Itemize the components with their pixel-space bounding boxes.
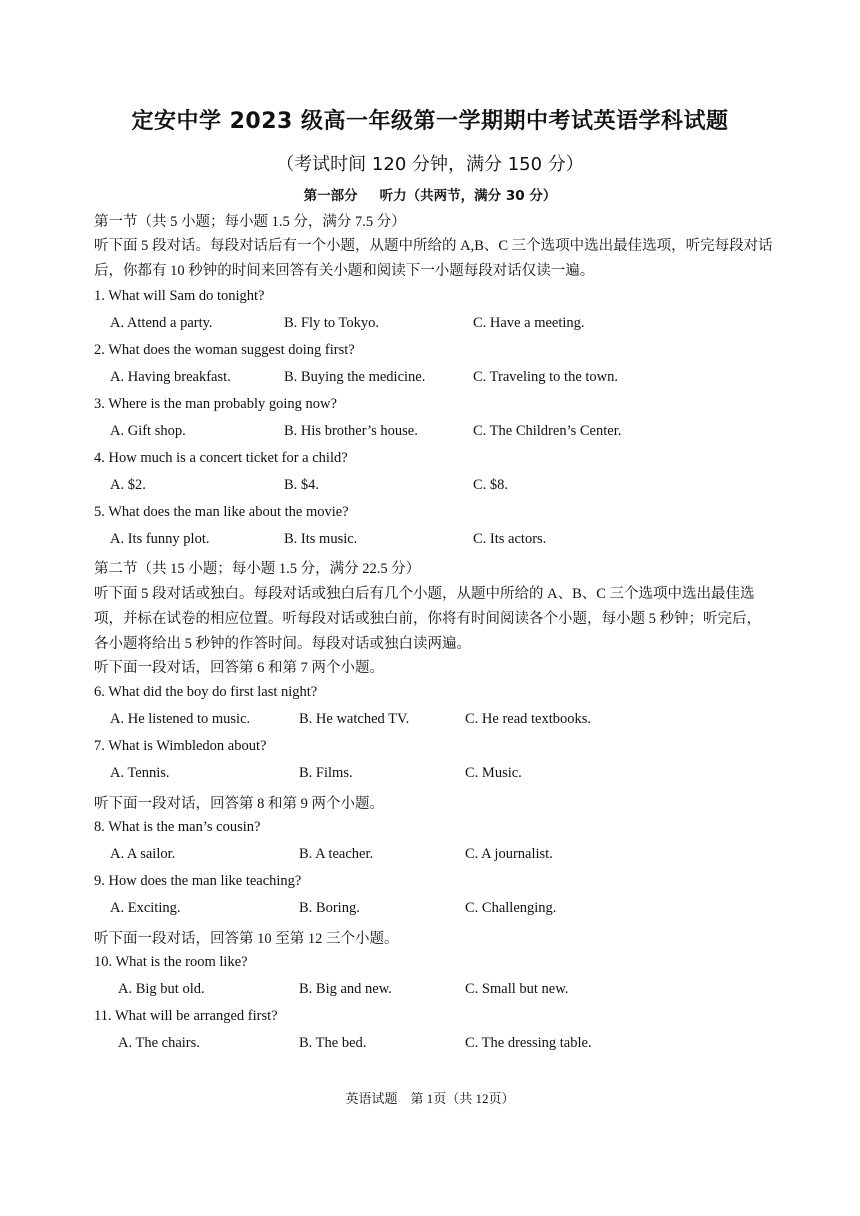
q9-option-b: B. Boring.	[299, 900, 360, 916]
q6-option-c: C. He read textbooks.	[465, 711, 592, 727]
exam-title: 定安中学 2023 级高一年级第一学期期中考试英语学科试题	[131, 109, 729, 134]
q11-option-b: B. The bed.	[299, 1035, 367, 1051]
question-5: 5. What does the man like about the movie?	[94, 504, 349, 520]
dialog-intro-10-12: 听下面一段对话，回答第 10 至第 12 三个小题。	[94, 931, 399, 947]
question-6: 6. What did the boy do first last night?	[94, 684, 318, 700]
q8-option-b: B. A teacher.	[299, 846, 374, 862]
part-description: 听力（共两节，满分 30 分）	[379, 188, 557, 204]
dialog-intro-8-9: 听下面一段对话，回答第 8 和第 9 两个小题。	[94, 796, 384, 812]
q5-option-a: A. Its funny plot.	[110, 531, 210, 547]
question-11: 11. What will be arranged first?	[94, 1008, 278, 1024]
q2-option-c: C. Traveling to the town.	[473, 369, 619, 385]
question-8: 8. What is the man’s cousin?	[94, 819, 261, 835]
q4-option-a: A. $2.	[110, 477, 146, 493]
question-4: 4. How much is a concert ticket for a child?	[94, 450, 348, 466]
q5-option-c: C. Its actors.	[473, 531, 547, 547]
q1-option-a: A. Attend a party.	[110, 315, 213, 331]
q9-option-a: A. Exciting.	[110, 900, 181, 916]
question-1: 1. What will Sam do tonight?	[94, 288, 265, 304]
section1-heading: 第一节（共 5 小题；每小题 1.5 分，满分 7.5 分）	[94, 214, 406, 230]
question-9: 9. How does the man like teaching?	[94, 873, 302, 889]
q7-option-b: B. Films.	[299, 765, 353, 781]
section1-instructions: 听下面 5 段对话。每段对话后有一个小题，从题中所给的 A,B、C 三个选项中选出最佳选项，听完每段对话后，你都有 10 秒钟的时间来回答有关小题和阅读下一小题每段对话仅读一遍。	[94, 238, 773, 279]
question-3: 3. Where is the man probably going now?	[94, 396, 337, 412]
q6-option-a: A. He listened to music.	[110, 711, 251, 727]
q2-option-b: B. Buying the medicine.	[284, 369, 426, 385]
q5-option-b: B. Its music.	[284, 531, 358, 547]
q1-option-c: C. Have a meeting.	[473, 315, 585, 331]
dialog-intro-6-7: 听下面一段对话，回答第 6 和第 7 两个小题。	[94, 660, 384, 676]
page-footer: 英语试题 第 1页（共 12页）	[345, 1091, 515, 1106]
question-7: 7. What is Wimbledon about?	[94, 738, 267, 754]
q10-option-a: A. Big but old.	[118, 981, 205, 997]
q3-option-b: B. His brother’s house.	[284, 423, 418, 439]
q3-option-a: A. Gift shop.	[110, 423, 186, 439]
exam-subtitle: （考试时间 120 分钟，满分 150 分）	[276, 154, 584, 175]
q4-option-c: C. $8.	[473, 477, 509, 493]
q3-option-c: C. The Children’s Center.	[473, 423, 622, 439]
q8-option-c: C. A journalist.	[465, 846, 553, 862]
q7-option-a: A. Tennis.	[110, 765, 170, 781]
q10-option-b: B. Big and new.	[299, 981, 392, 997]
section2-instructions: 听下面 5 段对话或独白。每段对话或独白后有几个小题，从题中所给的 A、B、C 三个选项中选出最佳选项，并标在试卷的相应位置。听每段对话或独白前，你将有时间阅读各个小题，每小题 5 秒钟；听完后，各小题将给出 5 秒钟的作答时间。每段对话或独白读两遍。	[94, 586, 761, 652]
q2-option-a: A. Having breakfast.	[110, 369, 231, 385]
part-heading	[0, 184, 860, 204]
q11-option-a: A. The chairs.	[118, 1035, 200, 1051]
q4-option-b: B. $4.	[284, 477, 320, 493]
section2-heading: 第二节（共 15 小题；每小题 1.5 分，满分 22.5 分）	[94, 561, 421, 577]
question-10: 10. What is the room like?	[94, 954, 248, 970]
q9-option-c: C. Challenging.	[465, 900, 557, 916]
q8-option-a: A. A sailor.	[110, 846, 176, 862]
part-name: 第一部分	[303, 188, 358, 204]
q1-option-b: B. Fly to Tokyo.	[284, 315, 380, 331]
q11-option-c: C. The dressing table.	[465, 1035, 592, 1051]
question-2: 2. What does the woman suggest doing first?	[94, 342, 355, 358]
q10-option-c: C. Small but new.	[465, 981, 569, 997]
q7-option-c: C. Music.	[465, 765, 522, 781]
q6-option-b: B. He watched TV.	[299, 711, 410, 727]
